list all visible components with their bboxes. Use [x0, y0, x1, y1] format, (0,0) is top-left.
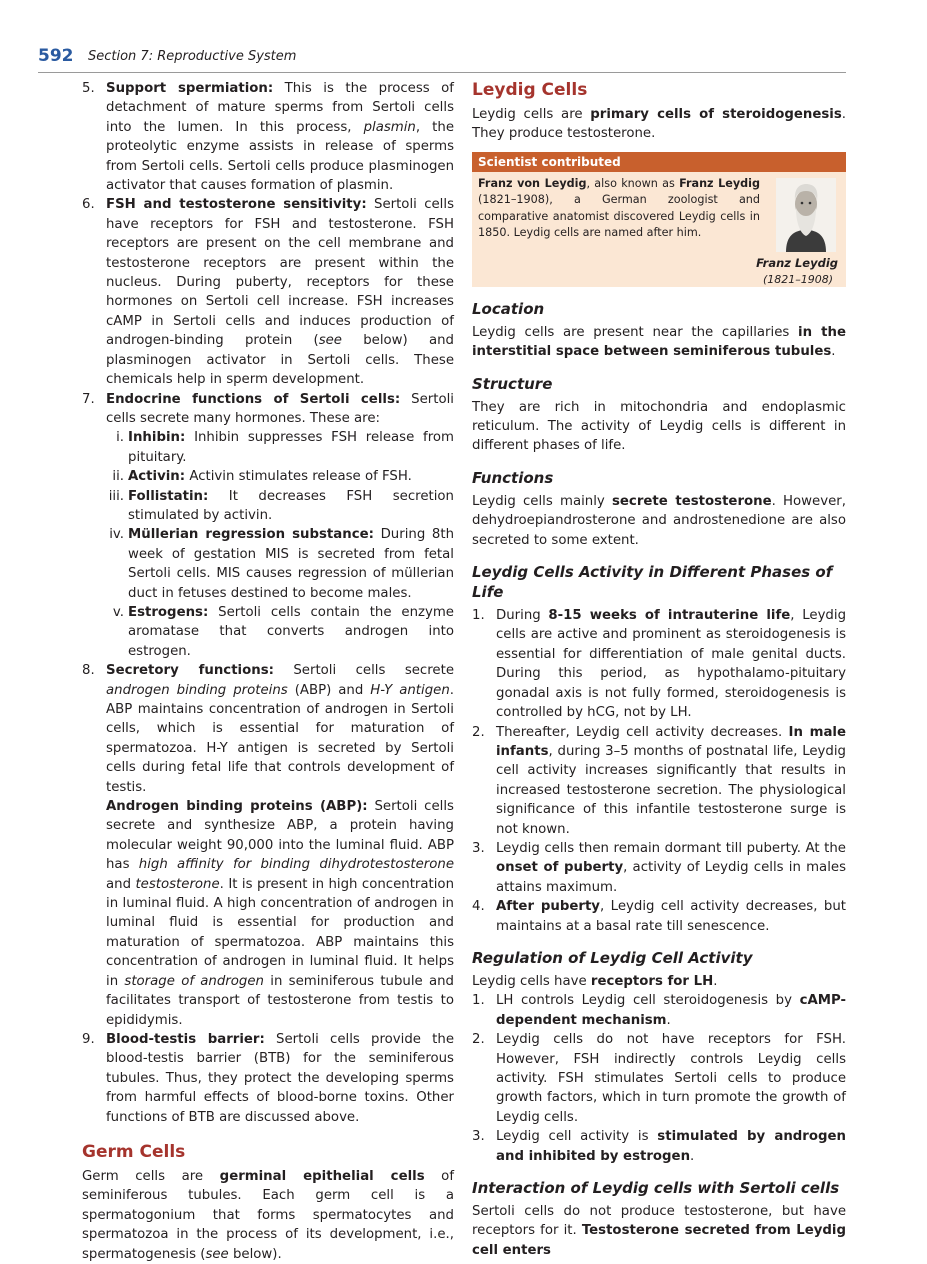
portrait-caption-years: (1821–1908) — [762, 272, 834, 286]
sub-item-iii: iii. Follistatin: It decreases FSH secretion stimulated by activin. — [108, 488, 454, 523]
interaction-heading: Interaction of Leydig cells with Sertoli cells — [472, 1179, 840, 1198]
functions-heading: Functions — [472, 468, 554, 487]
left-column — [82, 79, 454, 1264]
page-header — [38, 46, 846, 73]
phases-heading: Leydig Cells Activity in Different Phases of Life — [472, 563, 833, 602]
scientist-box-text: Franz von Leydig, also known as Franz Leydig (1821–1908), a German zoologist and comparative anatomist discovered Leydig cells in 1850. Leydig cells are named after him. — [478, 176, 761, 240]
structure-heading: Structure — [472, 374, 553, 393]
scientist-box-title: Scientist contributed — [472, 152, 846, 172]
list-item-6: 6. FSH and testosterone sensitivity: Sertoli cells have receptors for FSH and testosterone. FSH receptors are present on the cell membrane and testosterone receptors are present within the nucleus. During puberty, receptors for these hormones on Sertoli cell increase. FSH increases cAMP in Sertoli cells and induces production of androgen-binding protein (see below) and plasminogen activator in Sertoli cells. These chemicals help in sperm development. — [82, 197, 454, 388]
portrait-caption-name: Franz Leydig — [756, 255, 838, 270]
sub-item-v: v. Estrogens: Sertoli cells contain the enzyme aromatase that converts androgen into estrogen. — [112, 604, 454, 659]
scientist-box — [472, 152, 846, 287]
structure-paragraph: They are rich in mitochondria and endoplasmic reticulum. The activity of Leydig cells is different in different phases of life. — [472, 399, 846, 454]
page-number: 592 — [38, 46, 74, 66]
location-paragraph: Leydig cells are present near the capillaries in the interstitial space between seminiferous tubules. — [472, 324, 847, 360]
list-item-7: 7. Endocrine functions of Sertoli cells: Sertoli cells secrete many hormones. These are: — [82, 391, 454, 426]
germ-cells-heading: Germ Cells — [82, 1141, 186, 1162]
scientist-portrait — [776, 178, 836, 252]
right-column — [472, 79, 846, 1260]
leydig-intro: Leydig cells are primary cells of steroidogenesis. They produce testosterone. — [472, 107, 846, 142]
regulation-item-3: 3. Leydig cell activity is stimulated by androgen and inhibited by estrogen. — [472, 1129, 846, 1164]
regulation-item-2: 2. Leydig cells do not have receptors for FSH. However, FSH indirectly controls Leydig cells activity. FSH stimulates Sertoli cells to produce growth factors, which in turn promote the growth of Leydig cells. — [472, 1032, 846, 1125]
phase-item-2: 2. Thereafter, Leydig cell activity decreases. In male infants, during 3–5 months of postnatal life, Leydig cell activity increases significantly that results in increased testosterone secretion. The physiological significance of this infantile testosterone surge is not known. — [472, 724, 847, 837]
regulation-heading: Regulation of Leydig Cell Activity — [472, 948, 753, 967]
phase-item-3: 3. Leydig cells then remain dormant till puberty. At the onset of puberty, activity of Leydig cells in males attains maximum. — [472, 840, 846, 895]
list-item-5: 5. Support spermiation: This is the process of detachment of mature sperms from Sertoli cells into the lumen. In this process, plasmin, the proteolytic enzyme assists in release of sperms from Sertoli cells. Sertoli cells produce plasminogen activator that causes formation of plasmin. — [82, 81, 454, 194]
germ-cells-paragraph: Germ cells are germinal epithelial cells of seminiferous tubules. Each germ cell is a spermatogonium that forms spermatocytes and spermatozoa in the process of its development, i.e., spermatogenesis (see below). — [82, 1168, 455, 1262]
regulation-intro: Leydig cells have receptors for LH. — [472, 973, 718, 989]
phase-item-4: 4. After puberty, Leydig cell activity decreases, but maintains at a basal rate till senescence. — [472, 899, 846, 934]
interaction-paragraph: Sertoli cells do not produce testosterone, but have receptors for it. Testosterone secreted from Leydig cell enters — [472, 1204, 846, 1258]
functions-paragraph: Leydig cells mainly secrete testosterone. However, dehydroepiandrosterone and androstenedione are also secreted to some extent. — [472, 493, 846, 548]
leydig-cells-heading: Leydig Cells — [472, 80, 588, 100]
list-item-8: 8. Secretory functions: Sertoli cells secrete androgen binding proteins (ABP) and H-Y antigen. ABP maintains concentration of androgen in Sertoli cells, which is essential for maturation of spermatozoa. H-Y antigen is secreted by Sertoli cells during fetal life that controls development of testis. — [82, 663, 455, 795]
location-heading: Location — [472, 299, 545, 318]
sub-item-i: i. Inhibin: Inhibin suppresses FSH release from pituitary. — [116, 430, 454, 465]
section-title: Section 7: Reproductive System — [88, 49, 297, 64]
abp-paragraph: Androgen binding proteins (ABP): Sertoli cells secrete and synthesize ABP, a protein having molecular weight 90,000 into the luminal fluid. ABP has high affinity for binding dihydrotestosterone and testosterone. It is present in high concentration in luminal fluid. A high concentration of androgen in luminal fluid is essential for production and maturation of spermatozoa. ABP maintains this concentration of androgen in luminal fluid. It helps in storage of androgen in seminiferous tubule and facilitates transport of testosterone from testis to epididymis. — [106, 799, 454, 1028]
sub-item-ii: ii. Activin: Activin stimulates release of FSH. — [112, 469, 412, 485]
phase-item-1: 1. During 8-15 weeks of intrauterine life, Leydig cells are active and prominent as steroidogenesis is essential for differentiation of male genital ducts. During this period, as hypothalamo-pituitary gonadal axis is not fully formed, steroidogenesis is controlled by hCG, not by LH. — [472, 608, 847, 721]
sub-item-iv: iv. Müllerian regression substance: During 8th week of gestation MIS is secreted from fetal Sertoli cells. MIS causes regression of müllerian duct in fetuses destined to become males. — [109, 527, 454, 601]
regulation-item-1: 1. LH controls Leydig cell steroidogenesis by cAMP-dependent mechanism. — [472, 993, 846, 1028]
list-item-9: 9. Blood-testis barrier: Sertoli cells provide the blood-testis barrier (BTB) for the seminiferous tubules. Thus, they protect the developing sperms from harmful effects of blood-borne toxins. Other functions of BTB are discussed above. — [82, 1031, 455, 1125]
